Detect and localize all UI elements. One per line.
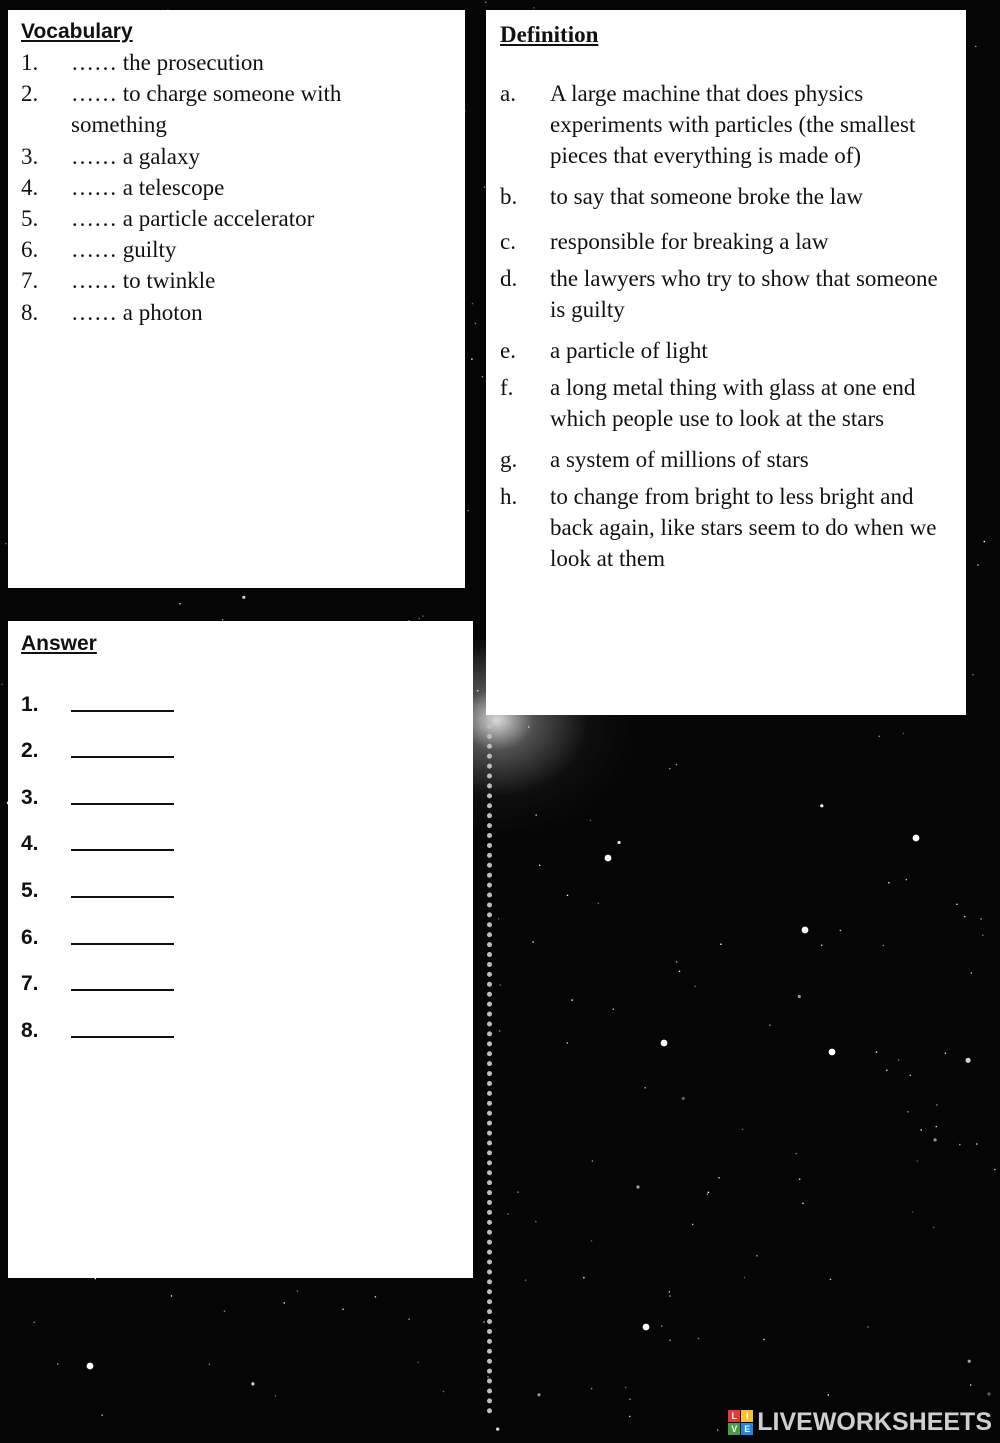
definition-letter: f.: [500, 375, 514, 400]
vocabulary-item: [21, 78, 465, 140]
definition-letter: g.: [500, 447, 518, 472]
star: [661, 1325, 663, 1327]
star: [419, 618, 421, 620]
star: [467, 510, 469, 512]
logo-letter: L: [728, 1410, 740, 1422]
star: [472, 303, 474, 305]
star: [720, 943, 722, 945]
answer-row: [21, 856, 473, 903]
definition-letter: h.: [500, 484, 518, 509]
star: [571, 999, 573, 1001]
star: [533, 7, 535, 9]
star: [592, 1160, 594, 1162]
answer-number: 6.: [21, 925, 39, 949]
star: [537, 1393, 540, 1396]
star: [669, 768, 671, 770]
star: [101, 1414, 103, 1416]
star: [934, 1138, 937, 1141]
vocabulary-text: …… to charge someone with something: [71, 81, 342, 138]
star: [629, 1399, 631, 1401]
vocabulary-item: [21, 141, 465, 172]
star: [972, 674, 974, 676]
definition-text: a long metal thing with glass at one end which people use to look at the stars: [550, 375, 916, 431]
star: [820, 804, 823, 807]
answer-number: 7.: [21, 972, 39, 996]
star: [525, 1279, 527, 1281]
vocabulary-number: 8.: [21, 299, 39, 325]
star: [496, 1428, 499, 1431]
answer-title: Answer: [21, 632, 97, 655]
star: [964, 916, 966, 918]
bright-star: [829, 1049, 836, 1056]
star: [903, 733, 905, 735]
star: [482, 376, 484, 378]
definition-text: A large machine that does physics experiments with particles (the smallest pieces that everything is made of): [550, 81, 916, 168]
star: [977, 564, 979, 566]
star: [499, 1030, 501, 1032]
star: [912, 1211, 914, 1213]
star: [539, 865, 541, 867]
definition-title: Definition: [500, 22, 599, 47]
definition-letter: e.: [500, 338, 516, 363]
vocabulary-text: …… a telescope: [71, 174, 225, 200]
answer-number: 5.: [21, 878, 39, 902]
star: [984, 541, 986, 543]
vocabulary-panel: [8, 10, 465, 588]
answer-blank[interactable]: [71, 981, 174, 991]
star: [275, 1395, 277, 1397]
star: [907, 1111, 909, 1113]
star: [828, 1394, 830, 1396]
star: [936, 1104, 938, 1106]
answer-blank[interactable]: [71, 795, 174, 805]
definition-text: the lawyers who try to show that someone is guilty: [550, 266, 938, 322]
star: [821, 944, 823, 946]
star: [692, 1224, 694, 1226]
definition-panel: [486, 10, 966, 715]
definition-item: [500, 263, 966, 325]
star: [471, 358, 473, 360]
star: [507, 1213, 509, 1215]
star: [669, 1291, 671, 1293]
definition-text: responsible for breaking a law: [550, 229, 829, 254]
star: [443, 1391, 445, 1393]
star: [171, 1295, 173, 1297]
star: [535, 1221, 537, 1223]
star: [975, 46, 977, 48]
star: [898, 1059, 900, 1061]
star: [945, 1052, 947, 1054]
star: [629, 1416, 631, 1418]
star: [422, 615, 424, 617]
logo-letter: V: [728, 1423, 740, 1435]
star: [802, 1202, 804, 1204]
star: [906, 879, 908, 881]
star: [669, 1295, 671, 1297]
vocabulary-number: 3.: [21, 143, 39, 169]
vocabulary-item: [21, 297, 465, 328]
star: [968, 1360, 971, 1363]
star: [475, 323, 477, 325]
star: [798, 995, 801, 998]
answer-list: [21, 670, 473, 1043]
bright-star: [87, 1363, 94, 1370]
star: [698, 1338, 700, 1340]
vocabulary-text: …… guilty: [71, 237, 177, 263]
answer-row: [21, 996, 473, 1043]
vocabulary-number: 1.: [21, 50, 39, 75]
star: [517, 1191, 519, 1193]
star: [682, 1097, 685, 1100]
definition-item: [500, 444, 966, 475]
star: [567, 1042, 569, 1044]
star: [867, 1326, 869, 1328]
star: [5, 543, 7, 545]
answer-row: [21, 763, 473, 810]
star: [417, 1362, 419, 1364]
star: [980, 918, 982, 920]
star: [799, 1178, 801, 1180]
star: [251, 1382, 254, 1385]
answer-number: 1.: [21, 692, 39, 716]
star: [483, 1321, 485, 1323]
logo-letter: E: [741, 1423, 753, 1435]
star: [1, 684, 3, 686]
star: [644, 1087, 646, 1089]
vocabulary-list: [21, 47, 465, 328]
vocabulary-item: [21, 47, 465, 78]
star: [917, 1160, 919, 1162]
answer-blank[interactable]: [71, 1028, 174, 1038]
star: [840, 930, 842, 932]
answer-row: [21, 717, 473, 764]
answer-row: [21, 950, 473, 997]
answer-number: 3.: [21, 785, 39, 809]
answer-row: [21, 903, 473, 950]
star: [744, 1277, 746, 1279]
answer-blank[interactable]: [71, 841, 174, 851]
star: [242, 596, 245, 599]
star: [994, 1169, 996, 1171]
definition-text: to say that someone broke the law: [550, 184, 863, 209]
definition-letter: d.: [500, 266, 518, 291]
star: [718, 1177, 720, 1179]
star: [613, 1008, 615, 1010]
star: [971, 972, 973, 974]
star: [920, 1129, 922, 1131]
star: [33, 1322, 35, 1324]
definition-item: [500, 78, 966, 171]
star: [567, 895, 569, 897]
star: [342, 1309, 344, 1311]
star: [583, 1277, 585, 1279]
star: [936, 1126, 938, 1128]
star: [830, 1279, 832, 1281]
star: [676, 764, 678, 766]
answer-panel: [8, 621, 473, 1278]
star: [499, 984, 501, 986]
star: [679, 971, 681, 973]
logo-letter: I: [741, 1410, 753, 1422]
star: [717, 1429, 719, 1431]
star: [636, 1185, 639, 1188]
star: [532, 941, 534, 943]
star: [910, 1075, 912, 1077]
definition-item: [500, 335, 966, 366]
bright-star: [643, 1324, 650, 1331]
star: [57, 1363, 59, 1365]
vocabulary-number: 5.: [21, 206, 39, 232]
vocabulary-item: [21, 265, 465, 296]
star: [283, 1302, 285, 1304]
star: [763, 1339, 765, 1341]
star: [591, 1388, 593, 1390]
star: [742, 1129, 744, 1131]
bright-star: [802, 927, 809, 934]
star: [883, 945, 885, 947]
star: [876, 1051, 878, 1053]
definition-text: a system of millions of stars: [550, 447, 809, 472]
star: [976, 1143, 978, 1145]
star: [982, 934, 984, 936]
definition-text: to change from bright to less bright and back again, like stars seem to do when we look at them: [550, 484, 937, 571]
definition-list: [500, 78, 966, 574]
star: [598, 903, 600, 905]
star: [756, 1255, 758, 1257]
star: [408, 1318, 410, 1320]
star: [694, 986, 696, 988]
star: [179, 603, 181, 605]
vocabulary-item: [21, 203, 465, 234]
definition-letter: c.: [500, 229, 516, 254]
star: [878, 736, 880, 738]
answer-number: 2.: [21, 739, 39, 763]
star: [669, 1340, 671, 1342]
vocabulary-number: 7.: [21, 268, 39, 294]
star: [625, 1387, 627, 1389]
star: [224, 1310, 226, 1312]
liveworksheets-logo[interactable]: [728, 1408, 992, 1437]
answer-row: [21, 670, 473, 717]
logo-mark-icon: [728, 1410, 753, 1435]
star: [707, 1193, 709, 1195]
star: [987, 1392, 990, 1395]
answer-blank[interactable]: [71, 748, 174, 758]
star: [375, 1296, 377, 1298]
vocabulary-text: …… a particle accelerator: [71, 206, 315, 232]
star: [956, 904, 958, 906]
definition-letter: a.: [500, 81, 516, 106]
star: [886, 1069, 888, 1071]
vocabulary-number: 2.: [21, 81, 39, 107]
vocabulary-text: …… the prosecution: [71, 50, 264, 75]
vocabulary-text: …… a photon: [71, 299, 203, 325]
vocabulary-item: [21, 234, 465, 265]
vocabulary-number: 6.: [21, 237, 39, 263]
answer-blank[interactable]: [71, 702, 174, 712]
vocabulary-title: Vocabulary: [21, 20, 133, 43]
definition-letter: b.: [500, 184, 518, 209]
star: [591, 1240, 593, 1242]
vocabulary-text: …… to twinkle: [71, 268, 216, 294]
star: [888, 882, 890, 884]
answer-blank[interactable]: [71, 935, 174, 945]
bright-star: [913, 835, 920, 842]
answer-number: 4.: [21, 832, 39, 856]
bright-star: [605, 855, 612, 862]
star: [795, 1153, 797, 1155]
star: [708, 1192, 710, 1194]
definition-item: [500, 226, 966, 257]
definition-text: a particle of light: [550, 338, 708, 363]
star: [209, 1363, 211, 1365]
star: [297, 1290, 299, 1292]
vocabulary-item: [21, 172, 465, 203]
star: [966, 1058, 971, 1063]
definition-item: [500, 372, 966, 434]
star: [485, 2, 487, 4]
star: [95, 1278, 97, 1280]
star: [970, 1384, 972, 1386]
star: [959, 1144, 961, 1146]
bright-star: [661, 1040, 668, 1047]
vocabulary-text: …… a galaxy: [71, 143, 201, 169]
dotted-divider: [487, 714, 492, 1414]
star: [618, 841, 621, 844]
answer-blank[interactable]: [71, 888, 174, 898]
definition-item: [500, 481, 966, 574]
answer-row: [21, 810, 473, 857]
star: [933, 1227, 935, 1229]
answer-number: 8.: [21, 1018, 39, 1042]
definition-item: [500, 181, 966, 212]
vocabulary-number: 4.: [21, 174, 39, 200]
star: [769, 1024, 771, 1026]
star: [676, 961, 678, 963]
logo-text: LIVEWORKSHEETS: [757, 1408, 992, 1436]
star: [498, 918, 500, 920]
